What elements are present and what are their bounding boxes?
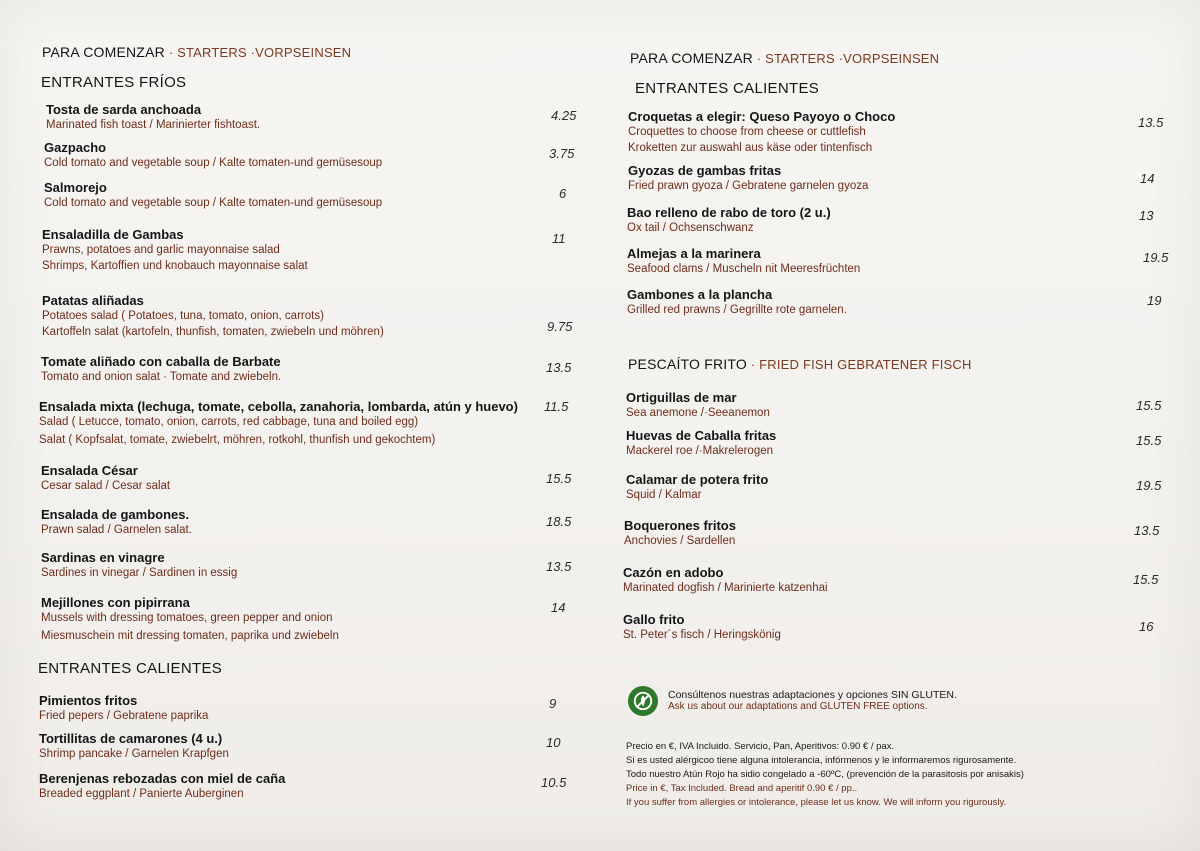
- item-desc: Kartoffeln salat (kartofeln, thunfish, tomaten, zwiebeln und möhren): [42, 326, 384, 338]
- footnote: Si es usted alérgicoo tiene alguna intolerancia, infórmenos y le informaremos rigurosamente.: [626, 755, 1017, 766]
- item-desc: Prawns, potatoes and garlic mayonnaise salad: [42, 244, 280, 256]
- item-name: Cazón en adobo: [623, 565, 724, 580]
- item-price: 15.5: [1136, 433, 1162, 448]
- footnote: Todo nuestro Atún Rojo ha sidio congelado a -60ºC, (prevención de la parasitosis por anisakis): [626, 769, 1024, 780]
- item-name: Tortillitas de camarones (4 u.): [39, 731, 223, 746]
- item-name: Gazpacho: [44, 140, 107, 155]
- menu-item: [44, 180, 589, 211]
- item-desc: Fried prawn gyoza / Gebratene garnelen gyoza: [628, 180, 869, 192]
- fried-fish-header: [628, 356, 972, 372]
- item-price: 19: [1147, 293, 1162, 308]
- menu-item: [627, 246, 1172, 277]
- item-desc: Fried pepers / Gebratene paprika: [39, 710, 209, 722]
- menu-item: [626, 390, 1171, 421]
- item-price: 18.5: [546, 514, 572, 529]
- item-name: Gyozas de gambas fritas: [628, 163, 782, 178]
- menu-item: [41, 354, 586, 385]
- item-price: 11.5: [544, 399, 569, 414]
- item-name: Croquetas a elegir: Queso Payoyo o Choco: [628, 109, 896, 124]
- item-desc: Sea anemone /·Seeanemon: [626, 407, 770, 419]
- menu-item: [41, 550, 586, 581]
- item-desc: Seafood clams / Muscheln nit Meeresfrüchten: [627, 263, 861, 275]
- item-name: Ensalada mixta (lechuga, tomate, cebolla, zanahoria, lombarda, atún y huevo): [39, 399, 518, 414]
- menu-item: [627, 205, 1172, 236]
- item-desc: Ox tail / Ochsenschwanz: [627, 222, 754, 234]
- hot-starters-title: ENTRANTES CALIENTES: [38, 660, 223, 677]
- item-price: 9.75: [547, 319, 573, 334]
- menu-item: [624, 518, 1169, 549]
- item-name: Boquerones fritos: [624, 518, 736, 533]
- item-price: 14: [1140, 171, 1155, 186]
- item-desc: Grilled red prawns / Gegrillte rote garnelen.: [627, 304, 847, 316]
- item-price: 6: [559, 186, 567, 201]
- menu-item: [46, 102, 591, 133]
- item-name: Ensaladilla de Gambas: [42, 227, 184, 242]
- item-price: 13.5: [1138, 115, 1164, 130]
- item-desc: Tomato and onion salat · Tomate and zwiebeln.: [41, 371, 282, 383]
- item-desc: Squid / Kalmar: [626, 489, 702, 501]
- menu-item: [42, 227, 587, 274]
- item-desc: Cold tomato and vegetable soup / Kalte tomaten-und gemüsesoup: [44, 157, 383, 169]
- item-desc: Sardines in vinegar / Sardinen in essig: [41, 567, 238, 579]
- footnote: Precio en €, IVA Incluido. Servicio, Pan, Aperitivos: 0.90 € / pax.: [626, 741, 895, 752]
- menu-item: [628, 109, 1173, 156]
- item-name: Huevas de Caballa fritas: [626, 428, 777, 443]
- item-price: 15.5: [1136, 398, 1162, 413]
- item-price: 14: [551, 600, 566, 615]
- header-main: PARA COMENZAR: [42, 44, 165, 60]
- menu-item: [626, 472, 1171, 503]
- header-sub: · FRIED FISH GEBRATENER FISCH: [746, 357, 972, 372]
- starters-header: [630, 50, 939, 66]
- cold-starters-title: ENTRANTES FRÍOS: [41, 74, 187, 91]
- item-price: 13: [1139, 208, 1154, 223]
- item-name: Mejillones con pipirrana: [41, 595, 190, 610]
- item-desc: Shrimps, Kartoffien und knobauch mayonnaise salat: [42, 260, 308, 272]
- item-name: Ortiguillas de mar: [626, 390, 737, 405]
- item-desc: Mackerel roe /·Makrelerogen: [626, 445, 774, 457]
- item-desc: Miesmuschein mit dressing tomaten, paprika und zwiebeln: [41, 630, 339, 642]
- item-name: Almejas a la marinera: [627, 246, 761, 261]
- item-price: 4.25: [551, 108, 577, 123]
- item-price: 11: [552, 231, 566, 246]
- item-desc: Mussels with dressing tomatoes, green pepper and onion: [41, 612, 333, 624]
- footnote: Price in €, Tax Included. Bread and aperitif 0.90 € / pp..: [626, 783, 858, 794]
- item-name: Patatas aliñadas: [42, 293, 144, 308]
- item-name: Gallo frito: [623, 612, 685, 627]
- item-desc: St. Peter´s fisch / Heringskönig: [623, 629, 781, 641]
- header-sub: · STARTERS ·VORPSEINSEN: [164, 45, 352, 60]
- menu-item: [39, 399, 584, 448]
- item-price: 13.5: [1134, 523, 1160, 538]
- item-desc: Kroketten zur auswahl aus käse oder tintenfisch: [628, 142, 873, 154]
- item-desc: Salad ( Letucce, tomato, onion, carrots, red cabbage, tuna and boiled egg): [39, 416, 419, 428]
- item-price: 10.5: [541, 775, 567, 790]
- menu-item: [627, 287, 1172, 318]
- item-price: 13.5: [546, 360, 572, 375]
- item-price: 9: [549, 696, 557, 711]
- menu-item: [626, 428, 1171, 459]
- gluten-free-note: [668, 689, 957, 712]
- menu-item: [41, 595, 586, 644]
- item-price: 16: [1139, 619, 1154, 634]
- item-name: Tomate aliñado con caballa de Barbate: [41, 354, 281, 369]
- footnotes: [626, 740, 1024, 810]
- item-price: 19.5: [1143, 250, 1169, 265]
- item-price: 3.75: [549, 146, 575, 161]
- item-name: Tosta de sarda anchoada: [46, 102, 202, 117]
- hot-starters-title: ENTRANTES CALIENTES: [635, 80, 820, 97]
- item-price: 15.5: [546, 471, 572, 486]
- header-main: PARA COMENZAR: [630, 50, 753, 66]
- item-name: Berenjenas rebozadas con miel de caña: [39, 771, 286, 786]
- menu-item: [41, 463, 586, 494]
- item-name: Bao relleno de rabo de toro (2 u.): [627, 205, 831, 220]
- item-desc: Potatoes salad ( Potatoes, tuna, tomato, onion, carrots): [42, 310, 324, 322]
- item-desc: Prawn salad / Garnelen salat.: [41, 524, 192, 536]
- item-price: 19.5: [1136, 478, 1162, 493]
- menu-item: [39, 771, 584, 802]
- item-desc: Croquettes to choose from cheese or cuttlefish: [628, 126, 866, 138]
- item-name: Ensalada de gambones.: [41, 507, 190, 522]
- item-desc: Cesar salad / Cesar salat: [41, 480, 171, 492]
- header-sub: · STARTERS ·VORPSEINSEN: [752, 51, 940, 66]
- gluten-free-line-en: Ask us about our adaptations and GLUTEN FREE options.: [668, 701, 928, 712]
- item-desc: Breaded eggplant / Panierte Auberginen: [39, 788, 244, 800]
- item-desc: Cold tomato and vegetable soup / Kalte tomaten-und gemüsesoup: [44, 197, 383, 209]
- footnote: If you suffer from allergies or intolerance, please let us know. We will inform you rigurously.: [626, 797, 1007, 808]
- item-desc: Anchovies / Sardellen: [624, 535, 736, 547]
- item-desc: Salat ( Kopfsalat, tomate, zwiebelrt, möhren, rotkohl, thunfish und gekochtem): [39, 434, 436, 446]
- item-name: Ensalada César: [41, 463, 138, 478]
- starters-header: [42, 44, 351, 60]
- menu-item: [623, 612, 1168, 643]
- gluten-free-line-es: Consúltenos nuestras adaptaciones y opciones SIN GLUTEN.: [668, 689, 957, 701]
- header-main: PESCAÍTO FRITO: [628, 356, 747, 372]
- item-name: Sardinas en vinagre: [41, 550, 165, 565]
- menu-item: [39, 693, 584, 724]
- item-price: 10: [546, 735, 561, 750]
- gluten-free-icon: [628, 686, 658, 716]
- item-price: 15.5: [1133, 572, 1159, 587]
- item-desc: Marinated dogfish / Marinierte katzenhai: [623, 582, 828, 594]
- item-price: 13.5: [546, 559, 572, 574]
- item-name: Salmorejo: [44, 180, 107, 195]
- item-name: Gambones a la plancha: [627, 287, 773, 302]
- item-desc: Marinated fish toast / Marinierter fishtoast.: [46, 119, 261, 131]
- menu-item: [623, 565, 1168, 596]
- item-name: Pimientos fritos: [39, 693, 138, 708]
- menu-item: [41, 507, 586, 538]
- menu-item: [39, 731, 584, 762]
- menu-item: [44, 140, 589, 171]
- item-desc: Shrimp pancake / Garnelen Krapfgen: [39, 748, 229, 760]
- menu-item: [628, 163, 1173, 194]
- menu-item: [42, 293, 587, 340]
- item-name: Calamar de potera frito: [626, 472, 769, 487]
